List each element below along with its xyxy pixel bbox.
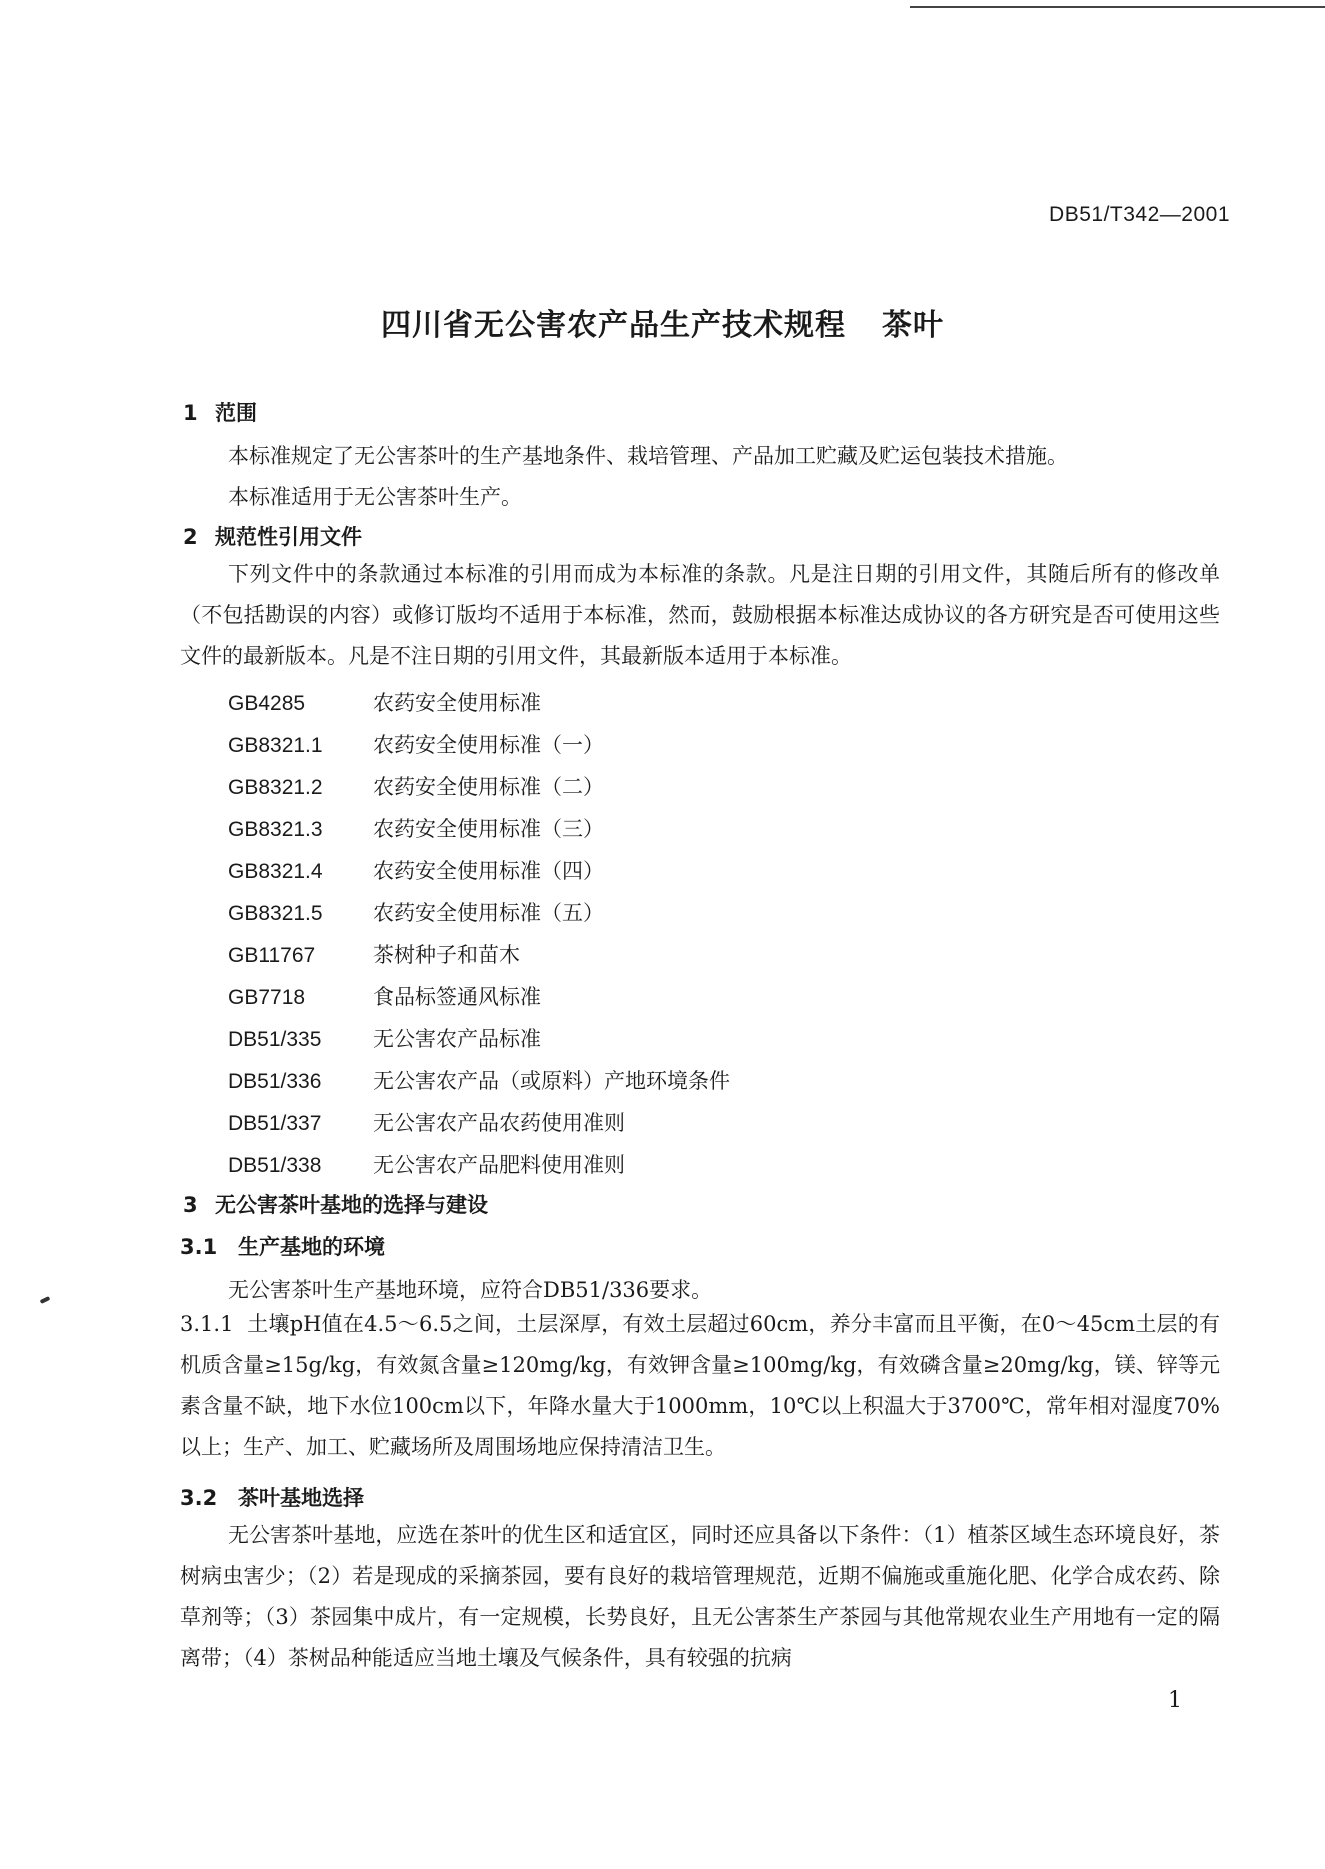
section-1-paragraph-2: 本标准适用于无公害茶叶生产。 [228,485,522,509]
section-3-2-paragraph: 无公害茶叶基地，应选在茶叶的优生区和适宜区，同时还应具备以下条件：（1）植茶区域生态环境良好，茶树病虫害少；（2）若是现成的采摘茶园，要有良好的栽培管理规范，近期不偏施或重施化肥、化学合成农药、除草剂等；（3）茶园集中成片，有一定规模，长势良好，且无公害茶生产茶园与其他常规农业生产用地有一定的隔离带；（4）茶树品种能适应当地土壤及气候条件，具有较强的抗病 [180,1523,1220,1670]
section-3-1-1-number: 3.1.1 [180,1312,234,1336]
section-3-1-heading: 3.1 生产基地的环境 [180,1235,385,1259]
reference-item: GB4285 农药安全使用标准 [228,691,541,715]
title-sub: 茶叶 [882,308,944,343]
section-2-heading: 2 规范性引用文件 [183,525,362,549]
document-title [0,300,1325,344]
section-1-heading: 1 范围 [183,401,257,425]
reference-item: GB8321.3 农药安全使用标准（三） [228,817,604,841]
reference-item: GB8321.4 农药安全使用标准（四） [228,859,604,883]
reference-item: GB8321.1 农药安全使用标准（一） [228,733,604,757]
reference-item: DB51/336 无公害农产品（或原料）产地环境条件 [228,1069,730,1093]
reference-item: GB7718 食品标签通风标准 [228,985,541,1009]
standard-code: DB51/T342—2001 [1049,203,1230,226]
reference-item: GB8321.2 农药安全使用标准（二） [228,775,604,799]
section-2-paragraph: 下列文件中的条款通过本标准的引用而成为本标准的条款。凡是注日期的引用文件，其随后所有的修改单（不包括勘误的内容）或修订版均不适用于本标准，然而，鼓励根据本标准达成协议的各方研究是否可使用这些文件的最新版本。凡是不注日期的引用文件，其最新版本适用于本标准。 [180,562,1220,668]
page-number: 1 [1168,1688,1182,1713]
section-1-paragraph-1: 本标准规定了无公害茶叶的生产基地条件、栽培管理、产品加工贮藏及贮运包装技术措施。 [228,444,1068,468]
header-rule [910,6,1325,8]
section-3-heading: 3 无公害茶叶基地的选择与建设 [183,1193,488,1217]
section-3-2-heading: 3.2 茶叶基地选择 [180,1486,364,1510]
reference-item: GB8321.5 农药安全使用标准（五） [228,901,604,925]
reference-item: GB11767 茶树种子和苗木 [228,943,520,967]
title-main: 四川省无公害农产品生产技术规程 [381,308,846,343]
scan-speck [40,1296,51,1304]
section-3-1-1-paragraph: 3.1.1 土壤pH值在4.5～6.5之间，土层深厚，有效土层超过60cm，养分丰富而且平衡，在0～45cm土层的有机质含量≥15g/kg，有效氮含量≥120mg/kg，有效钾含量≥100mg/kg，有效磷含量≥20mg/kg，镁、锌等元素含量不缺，地下水位100cm以下，年降水量大于1000mm，10℃以上积温大于3700℃，常年相对湿度70%以上；生产、加工、贮藏场所及周围场地应保持清洁卫生。 [180,1312,1220,1459]
reference-item: DB51/337 无公害农产品农药使用准则 [228,1111,625,1135]
section-3-1-paragraph: 无公害茶叶生产基地环境，应符合DB51/336要求。 [228,1278,713,1302]
reference-item: DB51/335 无公害农产品标准 [228,1027,541,1051]
reference-item: DB51/338 无公害农产品肥料使用准则 [228,1153,625,1177]
